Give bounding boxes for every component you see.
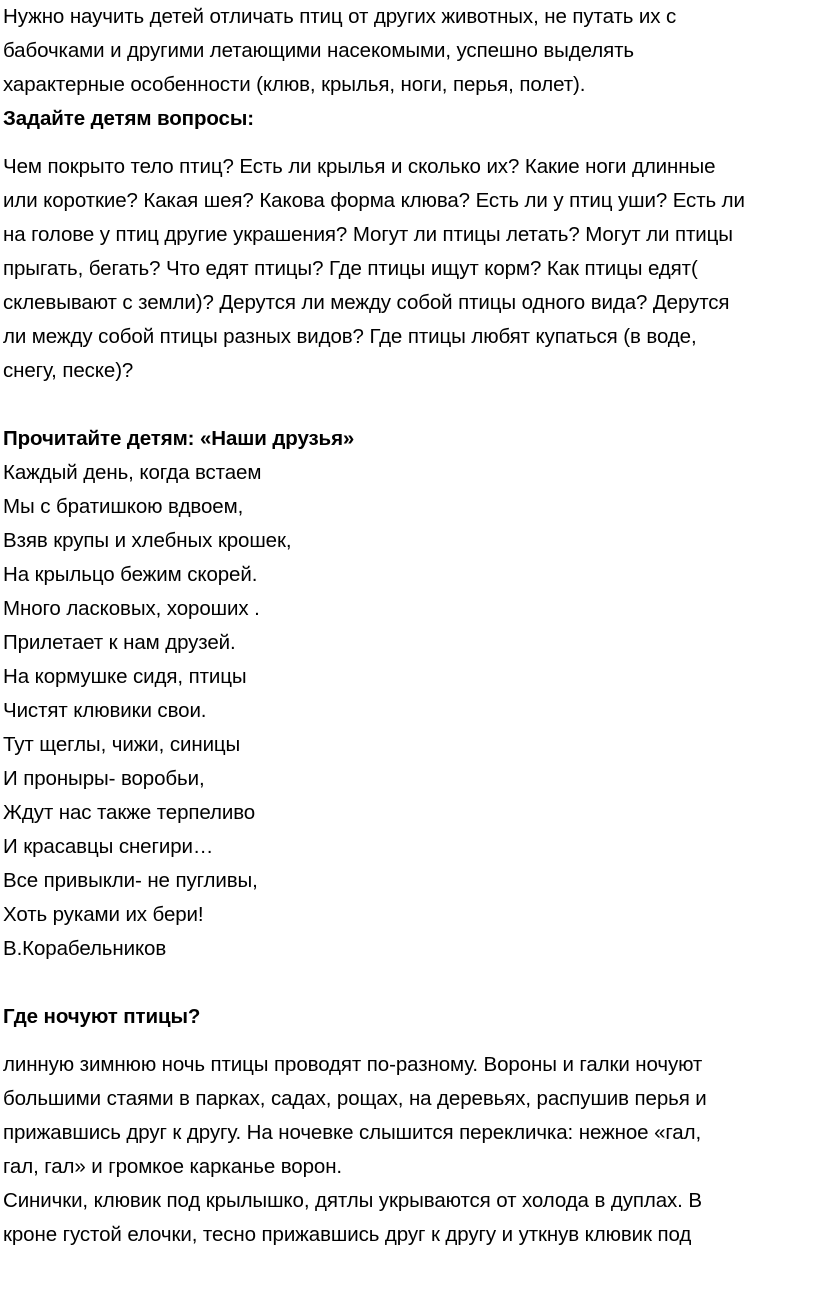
night-line: прижавшись друг к другу. На ночевке слышится перекличка: нежное «гал, bbox=[3, 1121, 702, 1144]
poem-line: Прилетает к нам друзей. bbox=[3, 631, 236, 654]
poem-stanza bbox=[3, 456, 809, 966]
poem-line: Каждый день, когда встаем bbox=[3, 461, 262, 484]
intro-line: Нужно научить детей отличать птиц от других животных, не путать их с bbox=[3, 5, 677, 28]
questions-heading: Задайте детям вопросы: bbox=[3, 107, 254, 130]
poem-line: Тут щеглы, чижи, синицы bbox=[3, 733, 241, 756]
poem-line: Много ласковых, хороших . bbox=[3, 597, 260, 620]
questions-line: ли между собой птицы разных видов? Где птицы любят купаться (в воде, bbox=[3, 325, 697, 348]
document-page bbox=[3, 0, 809, 1252]
poem-line: На кормушке сидя, птицы bbox=[3, 665, 247, 688]
poem-line: Мы с братишкою вдвоем, bbox=[3, 495, 244, 518]
intro-line: бабочками и другими летающими насекомыми, успешно выделять bbox=[3, 39, 634, 62]
poem-line: Ждут нас также терпеливо bbox=[3, 801, 256, 824]
poem-line: Все привыкли- не пугливы, bbox=[3, 869, 258, 892]
questions-line: или короткие? Какая шея? Какова форма клюва? Есть ли у птиц уши? Есть ли bbox=[3, 189, 745, 212]
poem-line: И проныры- воробьи, bbox=[3, 767, 205, 790]
poem-heading: Прочитайте детям: «Наши друзья» bbox=[3, 427, 355, 450]
night-line: Синички, клювик под крылышко, дятлы укрываются от холода в дуплах. В bbox=[3, 1189, 702, 1212]
poem-line: На крыльцо бежим скорей. bbox=[3, 563, 258, 586]
intro-line: характерные особенности (клюв, крылья, ноги, перья, полет). bbox=[3, 73, 586, 96]
questions-line: на голове у птиц другие украшения? Могут ли птицы летать? Могут ли птицы bbox=[3, 223, 733, 246]
night-heading: Где ночуют птицы? bbox=[3, 1005, 201, 1028]
questions-line: Чем покрыто тело птиц? Есть ли крылья и сколько их? Какие ноги длинные bbox=[3, 155, 716, 178]
questions-line: снегу, песке)? bbox=[3, 359, 134, 382]
questions-line: склевывают с земли)? Дерутся ли между собой птицы одного вида? Дерутся bbox=[3, 291, 730, 314]
poem-line: Чистят клювики свои. bbox=[3, 699, 207, 722]
poem-line: Взяв крупы и хлебных крошек, bbox=[3, 529, 292, 552]
questions-paragraph bbox=[3, 150, 809, 388]
night-line: кроне густой елочки, тесно прижавшись друг к другу и уткнув клювик под bbox=[3, 1223, 692, 1246]
poem-line: И красавцы снегири… bbox=[3, 835, 214, 858]
intro-paragraph bbox=[3, 0, 809, 102]
night-paragraph bbox=[3, 1048, 809, 1252]
poem-author: В.Корабельников bbox=[3, 937, 167, 960]
night-line: линную зимнюю ночь птицы проводят по-разному. Вороны и галки ночуют bbox=[3, 1053, 703, 1076]
night-line: гал, гал» и громкое карканье ворон. bbox=[3, 1155, 343, 1178]
night-line: большими стаями в парках, садах, рощах, на деревьях, распушив перья и bbox=[3, 1087, 707, 1110]
questions-line: прыгать, бегать? Что едят птицы? Где птицы ищут корм? Как птицы едят( bbox=[3, 257, 698, 280]
poem-line: Хоть руками их бери! bbox=[3, 903, 204, 926]
